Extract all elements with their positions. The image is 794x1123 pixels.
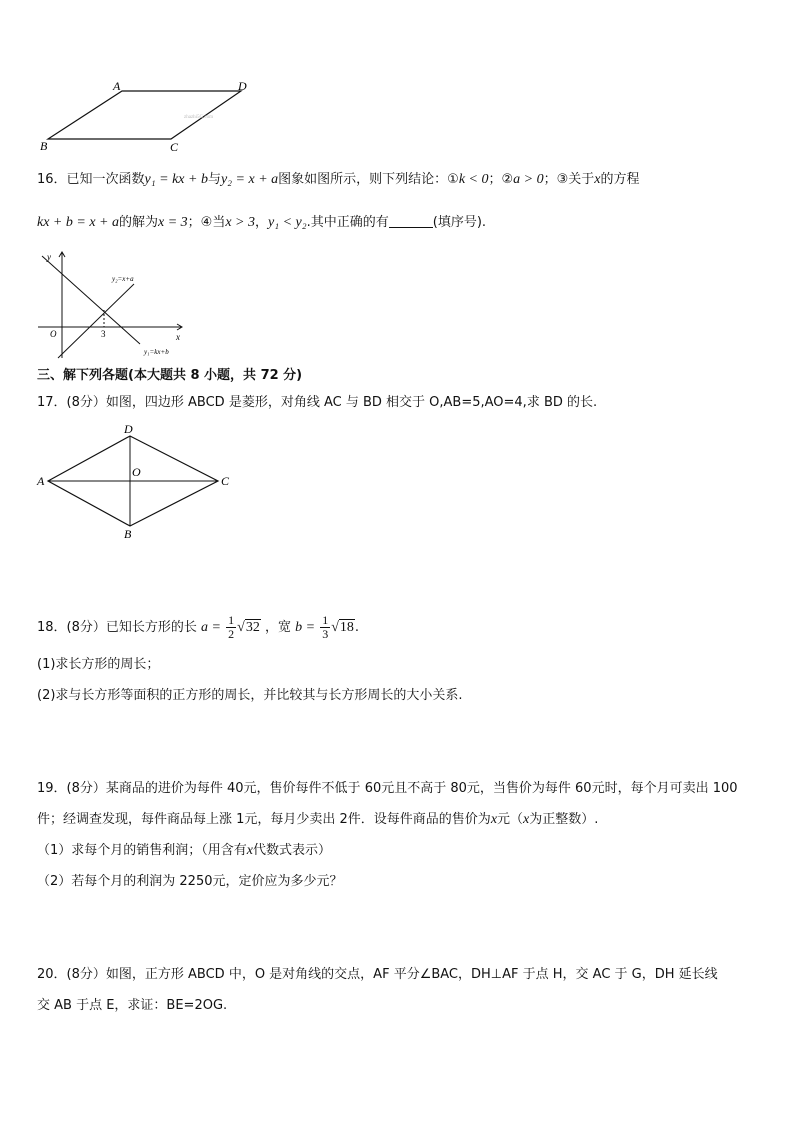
q18-b-eq: b = (295, 620, 316, 635)
q16-math-xgt3: x > 3 (225, 215, 255, 230)
q16-math-y2: y₂ = x + a (220, 172, 279, 187)
q16-line2 (37, 214, 486, 232)
q16-math-a: a > 0 (513, 172, 544, 187)
numerator: 1 (322, 613, 329, 627)
q19-text: （1）求每个月的销售利润；（用含有 (37, 843, 247, 858)
q16-text: 16．已知一次函数 (37, 172, 145, 187)
q18-line1 (37, 614, 359, 642)
label-o: O (132, 465, 141, 479)
label-a: A (113, 79, 121, 93)
origin-label: O (50, 329, 57, 339)
q18-part1: (1)求长方形的周长； (37, 657, 160, 672)
var-x: x (490, 812, 498, 827)
q16-text: (填序号). (432, 215, 487, 230)
q16-text: .其中正确的有 (306, 215, 389, 230)
label-a: A (37, 474, 45, 488)
q17-text: 17．(8分）如图，四边形 ABCD 是菱形，对角线 AC 与 BD 相交于 O,AB=5,AO=4,求 BD 的长. (37, 395, 598, 410)
rhombus-figure (34, 420, 240, 544)
q19-text: 为正整数）. (529, 812, 599, 827)
q16-math-x: x (594, 172, 601, 187)
q16-math-x3: x = 3 (158, 215, 188, 230)
numerator: 1 (228, 613, 235, 627)
q20-line2: 交 AB 于点 E，求证：BE=2OG. (37, 998, 228, 1013)
radicand: 18 (339, 620, 354, 635)
x-axis-label: x (176, 332, 180, 342)
label-d: D (124, 422, 133, 436)
sqrt-32: √32 (237, 620, 260, 635)
line-y1-label: y₁=kx+b (144, 348, 169, 356)
q16-text: ， (255, 215, 269, 230)
section-heading: 三、解下列各题(本大题共 8 小题，共 72 分) (37, 368, 303, 383)
q19-line1: 19．(8分）某商品的进价为每件 40元，售价每件不低于 60元且不高于 80元，当售价为每件 60元时，每个月可卖出 100 (37, 781, 738, 796)
q16-math-eq: kx + b = x + a (37, 215, 119, 230)
label-c: C (221, 474, 230, 488)
radicand: 32 (245, 620, 260, 635)
tick-3-label: 3 (101, 329, 106, 339)
watermark: zhazhi5G.com (184, 115, 214, 120)
answer-blank[interactable] (389, 215, 433, 228)
denominator: 2 (228, 627, 235, 641)
label-d: D (238, 79, 247, 93)
line-y2 (58, 284, 134, 358)
q19-part1 (37, 842, 331, 860)
q18-part2: (2)求与长方形等面积的正方形的周长，并比较其与长方形周长的大小关系. (37, 688, 463, 703)
q20-line1: 20．(8分）如图，正方形 ABCD 中，O 是对角线的交点，AF 平分∠BAC，DH⊥AF 于点 H，交 AC 于 G，DH 延长线 (37, 967, 718, 982)
label-c: C (170, 140, 179, 154)
q16-line1 (37, 171, 640, 189)
q16-text: 的解为 (118, 215, 158, 230)
parallelogram-figure (36, 78, 266, 154)
q16-graph (36, 246, 196, 360)
q16-text: 图象如图所示，则下列结论：① (278, 172, 459, 187)
q18-text: ，宽 (264, 620, 291, 635)
line-y1 (42, 256, 140, 344)
q19-part2: （2）若每个月的利润为 2250元，定价应为多少元？ (37, 874, 343, 889)
fraction-half (226, 614, 236, 641)
q19-text: 元（ (497, 812, 524, 827)
var-x: x (523, 812, 530, 827)
q19-text: 代数式表示） (253, 843, 332, 858)
q16-text: ；④当 (187, 215, 226, 230)
var-x: x (246, 843, 253, 858)
q18-a-eq: a = (201, 620, 221, 635)
q16-text: 的方程 (600, 172, 640, 187)
q16-text: ；③关于 (543, 172, 595, 187)
sqrt-18: √18 (331, 620, 354, 635)
q16-text: ；② (488, 172, 514, 187)
q16-math-y1: y₁ = kx + b (144, 172, 208, 187)
q18-text: . (354, 620, 360, 635)
fraction-third (320, 614, 330, 641)
denominator: 3 (322, 627, 329, 641)
q19-text: 件；经调查发现，每件商品每上涨 1元，每月少卖出 2件．设每件商品的售价为 (37, 812, 491, 827)
label-b: B (40, 139, 48, 153)
q19-line2 (37, 811, 598, 829)
label-b: B (124, 527, 132, 541)
q16-math-k: k < 0 (458, 172, 489, 187)
y-axis-label: y (47, 252, 51, 262)
q16-text: 与 (207, 172, 221, 187)
line-y2-label: y₂=x+a (112, 275, 134, 283)
q18-text: 18．(8分）已知长方形的长 (37, 620, 197, 635)
q16-math-ylt: y₁ < y₂ (268, 215, 307, 230)
